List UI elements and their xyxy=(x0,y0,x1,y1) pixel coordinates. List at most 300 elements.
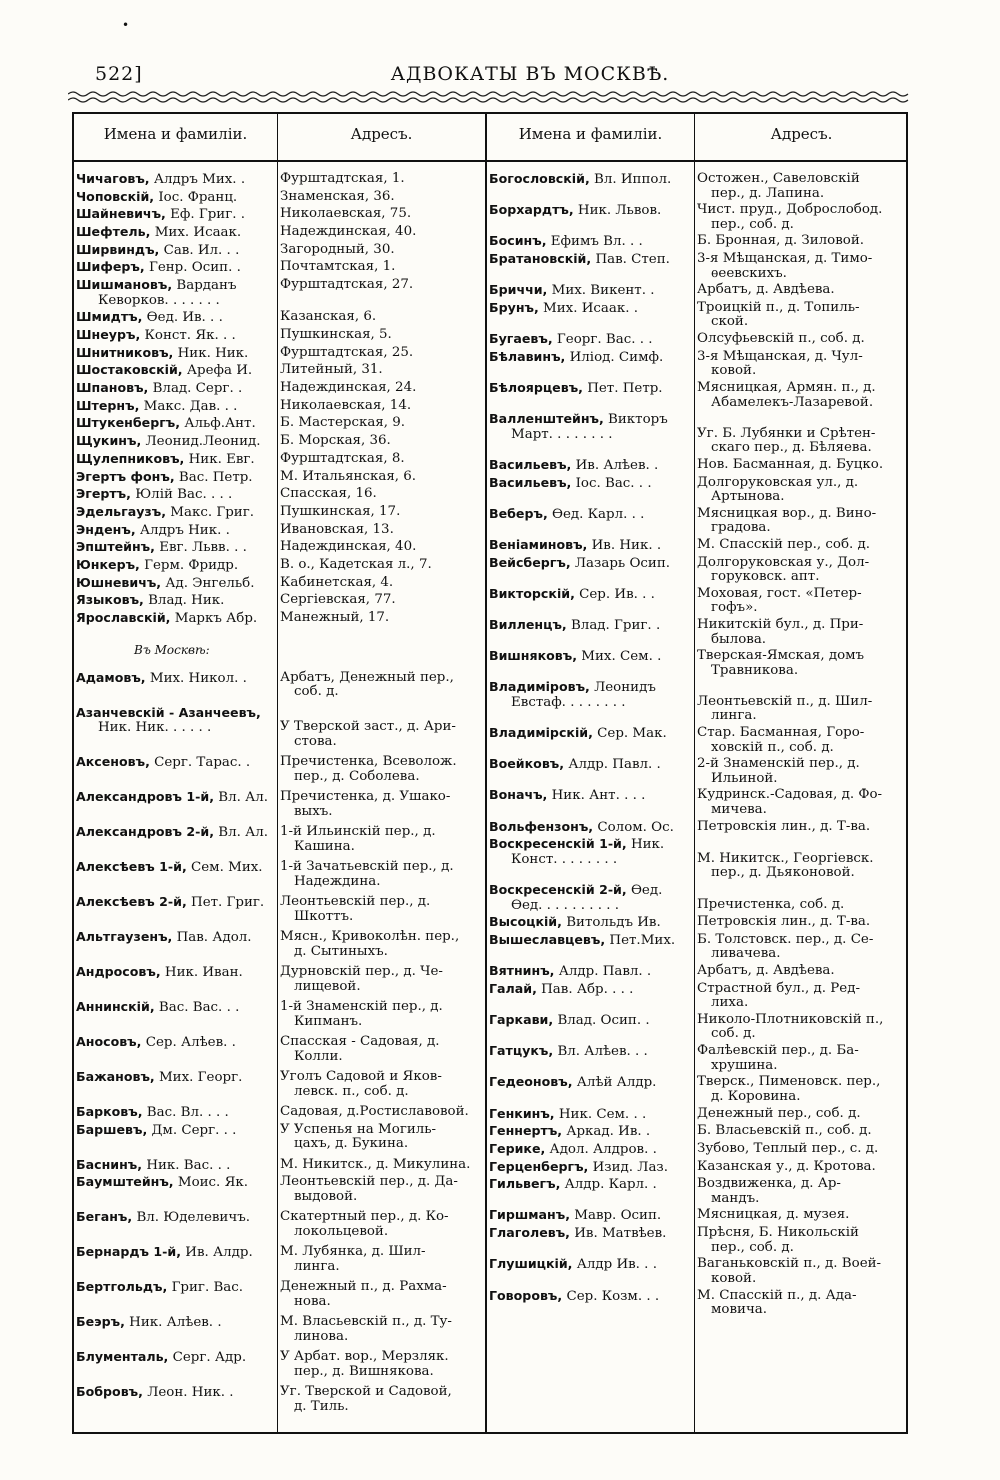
entry-address xyxy=(694,538,908,554)
name-line xyxy=(76,399,277,415)
address-line: Знаменская, 36. xyxy=(280,188,395,204)
entry-name xyxy=(74,540,277,556)
address-line: Прѣсня, Б. Никольскій xyxy=(697,1225,859,1241)
entry-name xyxy=(74,895,277,924)
directory-entry xyxy=(487,964,908,980)
address-line-cont: выдовой. xyxy=(294,1188,358,1204)
address-line: Сергіевская, 77. xyxy=(280,592,396,608)
address-line: Тверск., Пименовск. пер., xyxy=(697,1074,881,1090)
header-names-left: Имена и фамиліи. xyxy=(103,125,248,143)
entry-given-names: Вл. Алѣев. . . xyxy=(557,1044,648,1060)
entry-name xyxy=(487,1013,694,1042)
entry-surname: Алексѣевъ 2-й, xyxy=(76,894,187,909)
name-line xyxy=(76,1035,277,1051)
name-line xyxy=(76,895,277,911)
entry-address xyxy=(277,452,485,468)
entry-name xyxy=(487,556,694,585)
entry-given-names: Серг. Адр. xyxy=(172,1350,247,1366)
name-line xyxy=(76,1350,277,1366)
address-line: Ивановская, 13. xyxy=(280,521,394,537)
entry-address xyxy=(277,1350,485,1379)
entry-address xyxy=(694,883,908,913)
directory-entry xyxy=(487,820,908,836)
entry-address xyxy=(694,234,908,250)
entry-given-names: Сер. Козм. . . xyxy=(566,1288,660,1304)
entry-surname: Герценбергъ, xyxy=(489,1158,589,1174)
entry-address xyxy=(277,225,485,241)
directory-entry xyxy=(487,757,908,786)
entry-surname: Богословскій, xyxy=(489,171,590,186)
name-line xyxy=(76,1070,277,1086)
address-line: Ваганьковскій п., д. Воей- xyxy=(697,1256,882,1272)
directory-entry xyxy=(74,172,485,188)
name-line xyxy=(489,915,694,931)
name-line xyxy=(76,611,277,627)
entry-name xyxy=(487,587,694,616)
address-line-cont: пер., д. Дьяконовой. xyxy=(711,865,855,881)
entry-surname: Аннинскій, xyxy=(76,999,155,1014)
address-line: Б. Бронная, д. Зиловой. xyxy=(697,233,864,249)
name-line xyxy=(489,412,694,428)
page-title: АДВОКАТЫ ВЪ МОСКВѢ. xyxy=(390,63,670,85)
entry-given-names: Іос. Франц. xyxy=(158,189,238,205)
entry-name xyxy=(487,332,694,348)
entry-given-names: Пет. Петр. xyxy=(587,381,663,396)
address-line-cont: пер., соб. д. xyxy=(711,1239,794,1255)
entry-name xyxy=(487,1257,694,1286)
entry-surname: Вышеславцевъ, xyxy=(489,931,606,947)
address-line-cont: мовича. xyxy=(711,1302,768,1317)
address-line-cont: ливачева. xyxy=(711,946,781,962)
entry-surname: Чоповскій, xyxy=(76,188,155,204)
entry-name xyxy=(74,965,277,994)
entry-given-names: Сер. Ив. . . xyxy=(579,586,655,602)
entry-address xyxy=(694,964,908,980)
name-line xyxy=(76,558,277,574)
entry-name xyxy=(74,1385,277,1414)
entry-given-names: Влад. Григ. . xyxy=(570,618,661,633)
directory-entry xyxy=(74,1123,485,1152)
entry-surname: Языковъ, xyxy=(76,592,144,608)
entry-name xyxy=(487,252,694,281)
name-line xyxy=(489,933,694,949)
entry-name xyxy=(74,363,277,379)
entry-surname: Глушицкій, xyxy=(489,1256,573,1272)
entry-given-names: Влад. Серг. . xyxy=(152,381,243,397)
name-line xyxy=(76,540,277,556)
entry-given-names: Пав. Степ. xyxy=(595,252,670,268)
name-line xyxy=(76,381,277,397)
entry-address xyxy=(694,350,908,379)
address-line: Страстной бул., д. Ред- xyxy=(697,980,860,996)
entry-name xyxy=(487,820,694,836)
entry-name xyxy=(74,790,277,819)
address-line-cont: градова. xyxy=(711,520,771,536)
entry-address xyxy=(277,1385,485,1414)
address-line: Пречистенка, Всеволож. xyxy=(280,754,457,769)
entry-given-names: Вл. Иппол. xyxy=(594,172,672,187)
entry-surname: Глаголевъ, xyxy=(489,1225,570,1241)
entry-surname: Азанчевскій - Азанчеевъ, xyxy=(76,704,261,720)
address-line: Кудринск.-Садовая, д. Фо- xyxy=(697,787,883,803)
name-line xyxy=(489,757,694,773)
entry-name xyxy=(487,476,694,505)
name-line xyxy=(76,523,277,539)
header-rule xyxy=(74,160,906,162)
entry-given-names: Арефа И. xyxy=(186,363,253,379)
entry-given-names: Алдръ Ник. . xyxy=(139,522,230,538)
entry-name xyxy=(487,726,694,755)
directory-entry xyxy=(487,1226,908,1255)
name-line xyxy=(76,755,277,771)
entry-surname: Эпштейнъ, xyxy=(76,539,155,555)
name-line xyxy=(489,283,694,299)
entry-name xyxy=(487,680,694,724)
entry-given-names: Моис. Як. xyxy=(177,1175,249,1191)
directory-entry xyxy=(74,328,485,344)
address-line: Спасская, 16. xyxy=(280,486,377,502)
entry-name xyxy=(74,381,277,397)
address-line: У Тверской заст., д. Ари- xyxy=(280,719,456,734)
entry-address xyxy=(277,706,485,750)
right-column xyxy=(487,172,908,1320)
entry-given-names: Дм. Серг. . . xyxy=(151,1122,237,1138)
entry-address xyxy=(694,915,908,931)
entry-given-names: Иліод. Симф. xyxy=(569,349,664,365)
entry-surname: Шнитниковъ, xyxy=(76,344,174,360)
entry-name xyxy=(74,755,277,784)
address-line: Б. Власьевскій п., соб. д. xyxy=(697,1123,872,1139)
name-line xyxy=(489,1160,694,1176)
address-line: 1-й Ильинскій пер., д. xyxy=(280,824,436,839)
entry-address xyxy=(694,301,908,330)
entry-surname: Геннертъ, xyxy=(489,1123,563,1139)
entry-given-names: Ник. Иван. xyxy=(164,965,243,980)
entry-given-names: Алѣй Алдр. xyxy=(576,1075,657,1091)
address-line-cont: хрушина. xyxy=(711,1057,778,1073)
entry-address xyxy=(694,556,908,585)
entry-address xyxy=(694,1107,908,1123)
address-line: Мясницкая вор., д. Вино- xyxy=(697,505,877,521)
name-line xyxy=(76,328,277,344)
entry-address xyxy=(277,243,485,259)
entry-given-names: Вас. Петр. xyxy=(178,469,253,485)
name-line xyxy=(489,507,694,523)
entry-address xyxy=(277,1035,485,1064)
entry-name xyxy=(74,1105,277,1121)
directory-entry xyxy=(487,283,908,299)
address-line: Уголъ Садовой и Яков- xyxy=(280,1069,442,1084)
entry-name xyxy=(74,452,277,468)
entry-surname: Штернъ, xyxy=(76,397,140,413)
entry-name xyxy=(74,1035,277,1064)
entry-given-names: Аркад. Ив. . xyxy=(566,1124,651,1140)
directory-entry xyxy=(74,452,485,468)
name-line xyxy=(489,788,694,804)
directory-entry xyxy=(487,1177,908,1206)
entry-address xyxy=(277,1070,485,1099)
entry-address xyxy=(277,328,485,344)
entry-given-names: Вас. Вас. . . xyxy=(158,1000,240,1015)
directory-entry xyxy=(487,618,908,647)
name-line xyxy=(76,278,277,294)
entry-given-names: Ник. xyxy=(630,837,665,853)
entry-address xyxy=(694,1208,908,1224)
address-line: Николаевская, 75. xyxy=(280,206,412,222)
entry-surname: Альтгаузенъ, xyxy=(76,929,173,944)
entry-surname: Эдельгаузъ, xyxy=(76,503,166,519)
address-line-cont: Травникова. xyxy=(711,662,799,678)
entry-address xyxy=(277,416,485,432)
entry-surname: Шмидтъ, xyxy=(76,309,143,325)
address-line: Леонтьевскій пер., д. Да- xyxy=(280,1174,458,1190)
entry-given-names: Вл. Юделевичъ. xyxy=(136,1210,250,1226)
entry-address xyxy=(277,278,485,308)
entry-address xyxy=(277,487,485,503)
name-line xyxy=(76,207,277,223)
address-line-cont: локольцевой. xyxy=(294,1223,389,1239)
directory-entry xyxy=(74,310,485,326)
address-line: Спасская - Садовая, д. xyxy=(280,1034,440,1049)
entry-surname: Аксеновъ, xyxy=(76,754,150,769)
entry-address xyxy=(277,505,485,521)
entry-name xyxy=(487,788,694,817)
name-line xyxy=(489,203,694,219)
entry-name xyxy=(74,346,277,362)
directory-entry xyxy=(74,1158,485,1174)
entry-surname: Герике, xyxy=(489,1140,546,1156)
entry-given-names: Мавр. Осип. xyxy=(574,1208,662,1224)
entry-name xyxy=(487,883,694,913)
header-address-left: Адресъ. xyxy=(350,125,413,143)
directory-entry xyxy=(487,982,908,1011)
name-line xyxy=(76,1158,277,1174)
name-line xyxy=(489,538,694,554)
page-number: 522] xyxy=(95,63,143,85)
directory-entry xyxy=(74,1175,485,1204)
entry-name xyxy=(74,1210,277,1239)
address-line-cont: ской. xyxy=(711,314,749,330)
entry-name xyxy=(487,172,694,201)
entry-surname: Борхардтъ, xyxy=(489,202,574,218)
address-line: Фурштадтская, 25. xyxy=(280,344,414,360)
directory-entry xyxy=(487,726,908,755)
address-line: Дурновскій пер., д. Че- xyxy=(280,964,443,979)
directory-entry xyxy=(487,1044,908,1073)
entry-given-names: Еф. Григ. . xyxy=(170,207,245,223)
entry-address xyxy=(277,399,485,415)
entry-surname: Беэръ, xyxy=(76,1314,125,1330)
entry-address xyxy=(694,788,908,817)
name-line xyxy=(489,618,694,634)
address-line-cont: мандъ. xyxy=(711,1190,760,1206)
entry-name xyxy=(74,310,277,326)
entry-surname: Баснинъ, xyxy=(76,1156,143,1172)
entry-given-names: Сав. Ил. . . xyxy=(163,242,240,258)
address-line: Б. Мастерская, 9. xyxy=(280,415,406,431)
address-line-cont: д. Тиль. xyxy=(294,1398,349,1414)
entry-surname: Юнкеръ, xyxy=(76,556,140,572)
name-line xyxy=(489,883,694,899)
entry-address xyxy=(694,933,908,962)
name-line xyxy=(489,1124,694,1140)
address-line: Скатертный пер., д. Ко- xyxy=(280,1209,449,1225)
address-line-cont: ковой. xyxy=(711,363,757,379)
entry-surname: Васильевъ, xyxy=(489,474,572,490)
address-line: Пречистенка, д. Ушако- xyxy=(280,789,451,804)
directory-entry xyxy=(74,706,485,750)
entry-address xyxy=(277,434,485,450)
entry-address xyxy=(694,649,908,678)
directory-entry xyxy=(74,930,485,959)
entry-address xyxy=(694,203,908,232)
entry-surname: Воначъ, xyxy=(489,787,548,803)
entry-given-names: Ник. Ник. xyxy=(177,345,249,361)
entry-address xyxy=(277,381,485,397)
name-line xyxy=(76,860,277,876)
name-line xyxy=(76,706,277,722)
entry-surname: Братановскій, xyxy=(489,251,592,267)
directory-entry xyxy=(487,1124,908,1140)
entry-name xyxy=(74,1070,277,1099)
directory-entry xyxy=(74,470,485,486)
entry-given-names-cont: Кеворков. . . . . . . xyxy=(98,292,220,308)
entry-address xyxy=(277,1315,485,1344)
name-line xyxy=(489,332,694,348)
entry-given-names: Ад. Энгельб. xyxy=(165,575,255,591)
address-line-cont: ковой. xyxy=(711,1270,757,1286)
name-line xyxy=(76,1105,277,1121)
entry-name xyxy=(487,458,694,474)
entry-given-names: Сер. Мак. xyxy=(597,726,667,742)
name-line xyxy=(489,587,694,603)
entry-surname: Эгертъ фонъ, xyxy=(76,468,175,484)
entry-given-names: Леонидъ xyxy=(594,680,656,696)
name-line xyxy=(489,1044,694,1060)
name-line xyxy=(76,1175,277,1191)
name-line xyxy=(489,458,694,474)
directory-entry xyxy=(487,587,908,616)
entry-surname: Блументаль, xyxy=(76,1349,169,1365)
entry-given-names: Ник. Алѣев. . xyxy=(129,1315,222,1331)
address-line-cont: нова. xyxy=(294,1293,331,1309)
entry-given-names: Изид. Лаз. xyxy=(592,1159,668,1175)
address-line: М. Лубянка, д. Шил- xyxy=(280,1244,426,1260)
name-line xyxy=(76,671,277,687)
entry-surname: Воскресенскій 1-й, xyxy=(489,836,627,852)
directory-entry xyxy=(487,1160,908,1176)
address-line: Почтамтская, 1. xyxy=(280,259,396,275)
directory-entry xyxy=(74,558,485,574)
name-line xyxy=(489,964,694,980)
directory-entry xyxy=(74,190,485,206)
entry-surname: Александровъ 1-й, xyxy=(76,789,214,804)
entry-given-names: Генр. Осип. . xyxy=(148,260,241,276)
entry-given-names: Өед. xyxy=(630,883,663,898)
directory-entry xyxy=(74,540,485,556)
entry-name xyxy=(487,283,694,299)
directory-entry xyxy=(74,860,485,889)
directory-entry xyxy=(74,671,485,700)
address-line-cont: д. Сытиныхъ. xyxy=(294,943,388,959)
directory-entry xyxy=(74,1105,485,1121)
directory-entry xyxy=(74,576,485,592)
entry-given-names: Леон. Ник. . xyxy=(147,1385,234,1401)
entry-name xyxy=(74,1158,277,1174)
entry-surname: Викторскій, xyxy=(489,585,575,601)
address-line: М. Никитск., д. Микулина. xyxy=(280,1156,471,1172)
entry-address xyxy=(694,252,908,281)
address-line: Мясницкая, Армян. п., д. xyxy=(697,380,876,395)
entry-address xyxy=(277,558,485,574)
address-line-cont: гофъ». xyxy=(711,600,758,616)
address-line: Стар. Басманная, Горо- xyxy=(697,725,865,741)
entry-address xyxy=(277,1175,485,1204)
address-line: Уг. Тверской и Садовой, xyxy=(280,1384,452,1400)
address-line-cont: скаго пер., д. Бѣляева. xyxy=(711,440,872,456)
left-column xyxy=(74,172,485,1420)
entry-given-names: Ник. Вас. . . xyxy=(146,1157,231,1173)
entry-surname: Владиміровъ, xyxy=(489,679,590,695)
name-line xyxy=(76,576,277,592)
directory-entry xyxy=(74,1210,485,1239)
address-line: Надеждинская, 40. xyxy=(280,224,417,240)
name-line xyxy=(489,1142,694,1158)
entry-surname: Эгертъ, xyxy=(76,486,131,502)
entry-address xyxy=(277,346,485,362)
directory-entry xyxy=(74,790,485,819)
directory-entry xyxy=(487,788,908,817)
entry-surname: Баршевъ, xyxy=(76,1121,148,1137)
entry-address xyxy=(277,523,485,539)
directory-entry xyxy=(74,593,485,609)
directory-entry xyxy=(487,234,908,250)
entry-surname: Говоровъ, xyxy=(489,1287,563,1303)
entry-given-names: Григ. Вас. xyxy=(171,1280,244,1296)
entry-name xyxy=(74,1350,277,1379)
entry-address xyxy=(277,593,485,609)
entry-name xyxy=(487,507,694,536)
directory-entry xyxy=(487,507,908,536)
entry-name xyxy=(487,301,694,330)
entry-given-names: Алдр. Карл. . xyxy=(564,1177,657,1193)
entry-given-names: Мих. Сем. . xyxy=(581,649,662,665)
directory-entry xyxy=(74,1280,485,1309)
directory-entry xyxy=(487,915,908,931)
address-line: В. о., Кадетская л., 7. xyxy=(280,556,432,572)
directory-entry xyxy=(487,252,908,281)
entry-surname: Энденъ, xyxy=(76,521,136,537)
directory-entry xyxy=(74,260,485,276)
address-line-cont: Артынова. xyxy=(711,489,785,505)
directory-entry xyxy=(487,1107,908,1123)
entry-name xyxy=(74,487,277,503)
entry-address xyxy=(694,332,908,348)
entry-surname: Гедеоновъ, xyxy=(489,1074,573,1090)
address-line: Остожен., Савеловскій xyxy=(697,171,860,186)
entry-surname: Бриччи, xyxy=(489,282,548,298)
directory-entry xyxy=(487,381,908,410)
entry-name xyxy=(74,399,277,415)
name-line xyxy=(76,172,277,188)
entry-address xyxy=(694,1257,908,1286)
entry-address xyxy=(277,825,485,854)
entry-name xyxy=(487,1044,694,1073)
address-line-cont: Надеждина. xyxy=(294,873,381,889)
address-line: Леонтьевскій п., д. Шил- xyxy=(697,693,873,709)
entry-surname: Юшневичъ, xyxy=(76,574,162,590)
name-line xyxy=(76,487,277,503)
